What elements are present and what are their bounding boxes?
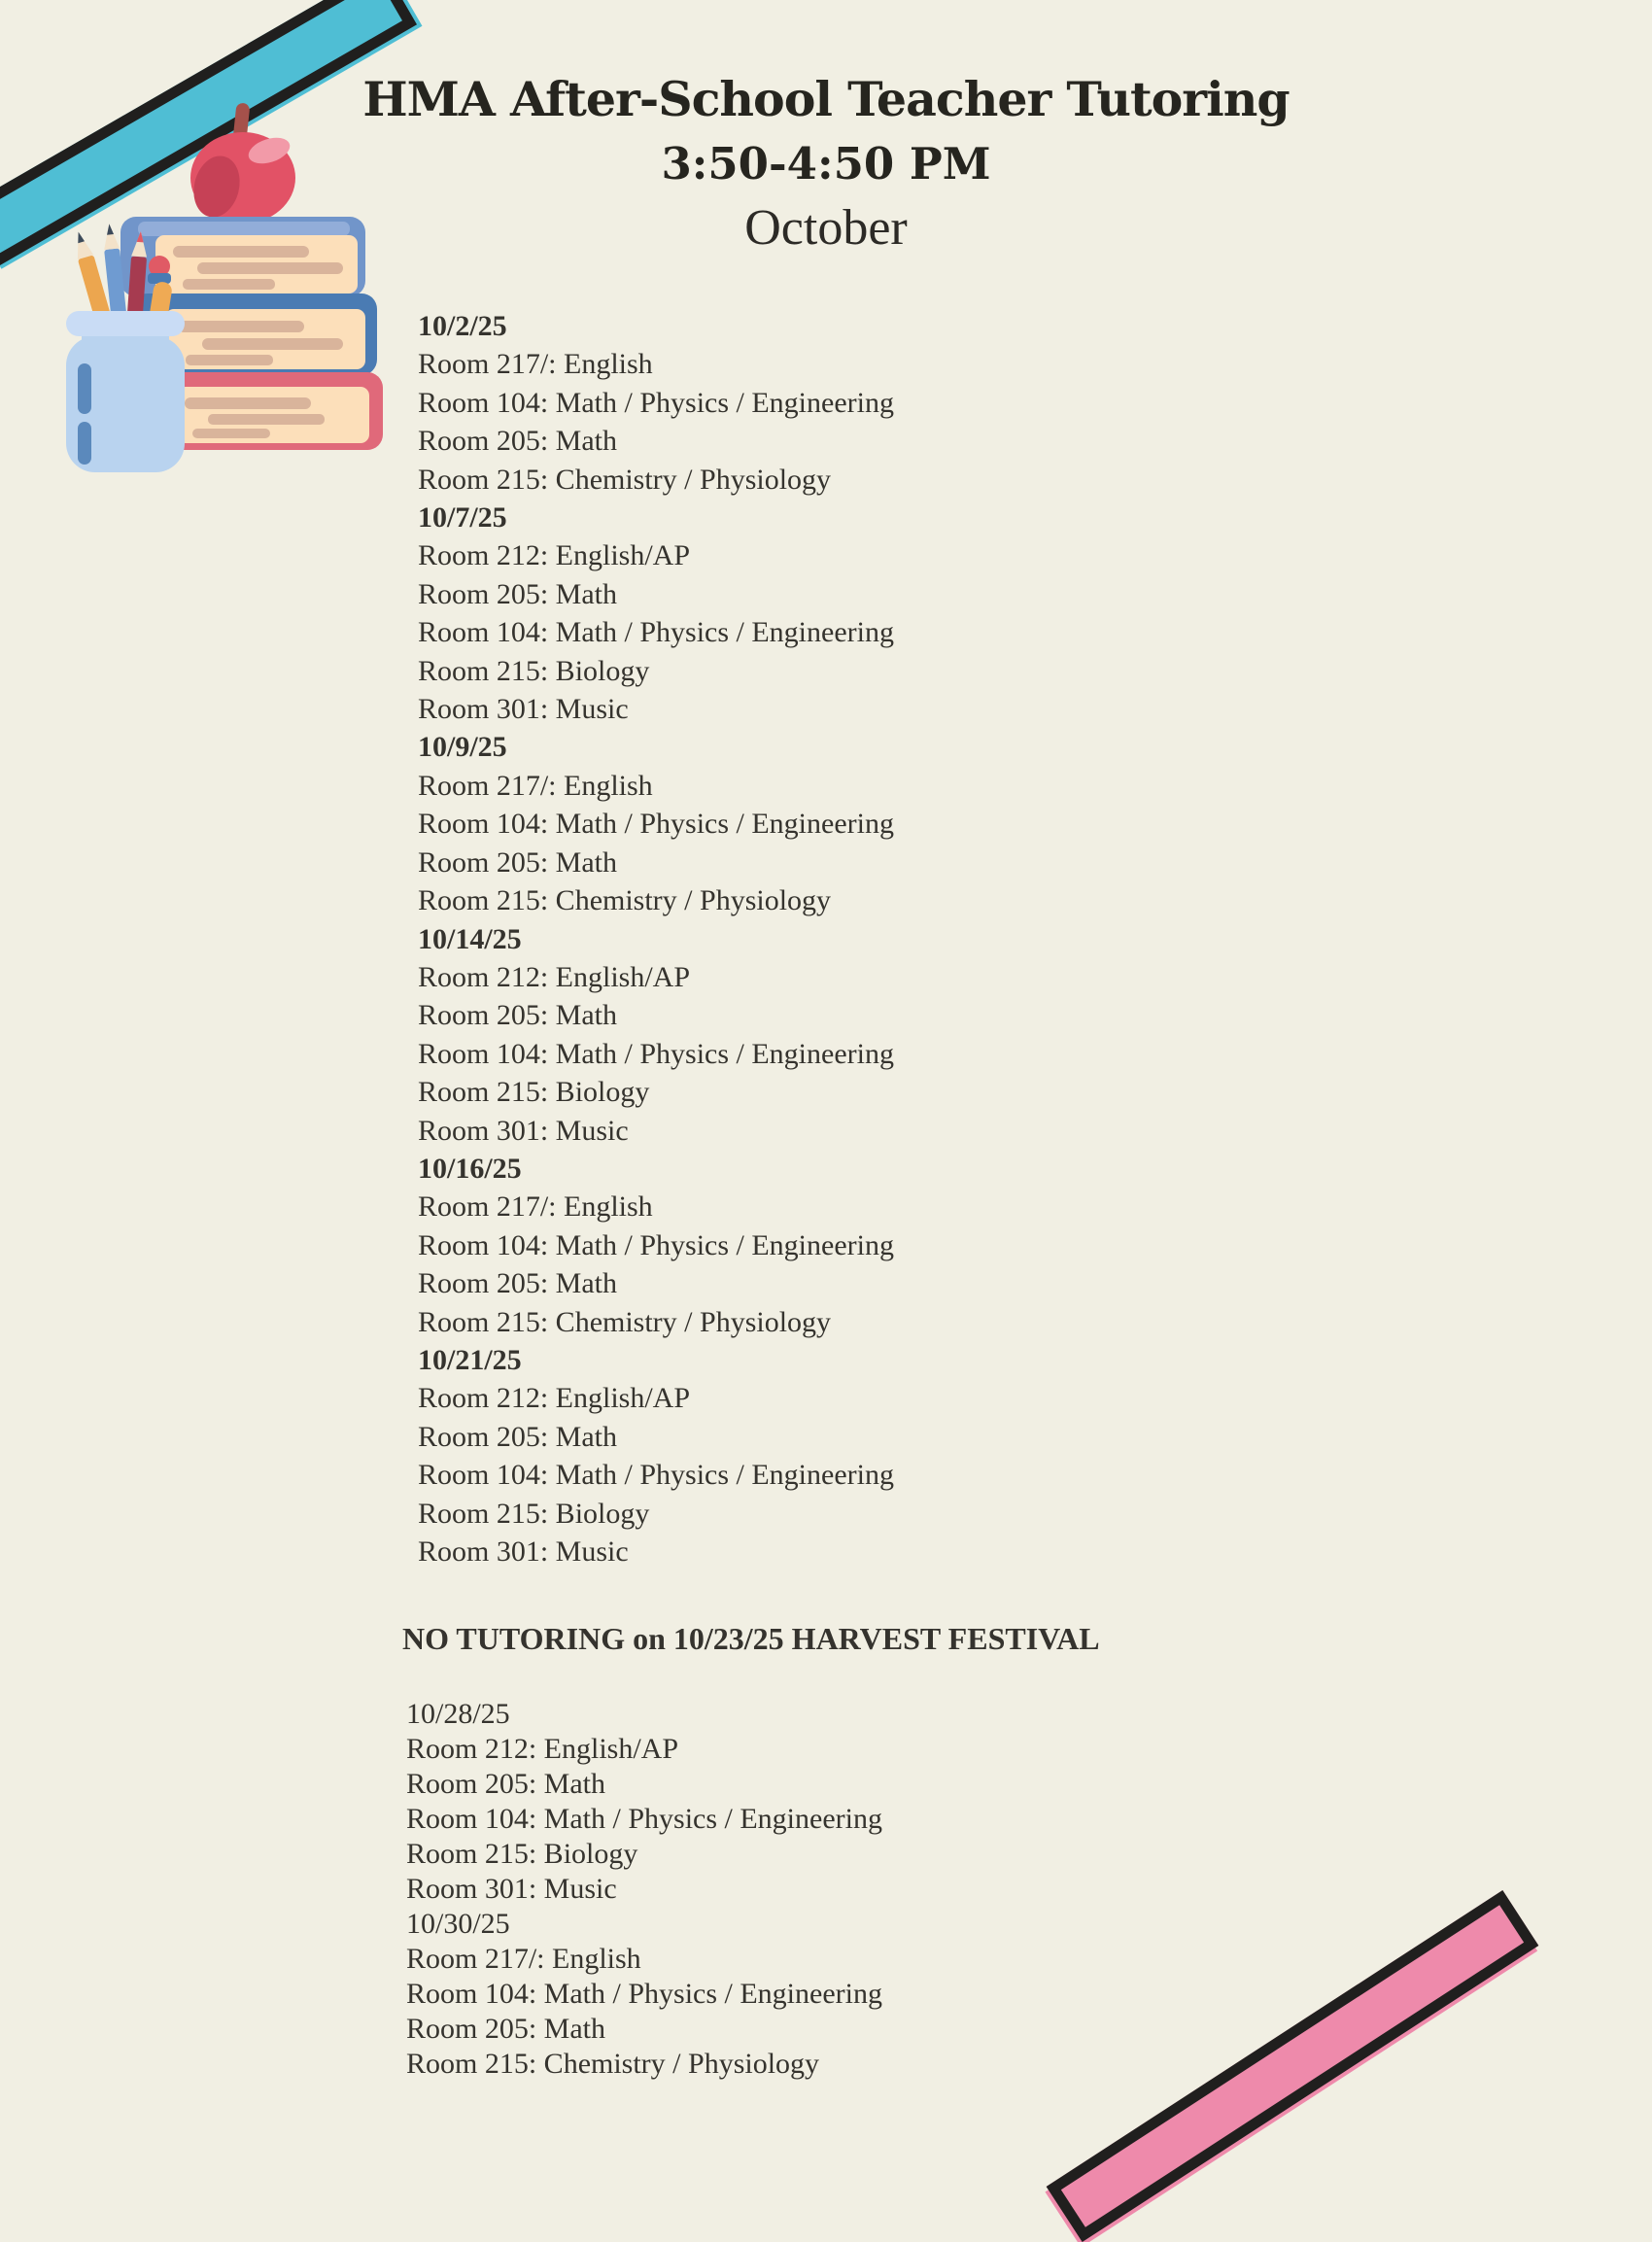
room-line: Room 215: Chemistry / Physiology (418, 1305, 832, 1338)
schedule-section (418, 728, 1370, 919)
room-line: Room 205: Math (418, 999, 618, 1032)
room-line: Room 301: Music (418, 1114, 629, 1147)
room-line: Room 205: Math (406, 1768, 606, 1801)
room-line: Room 104: Math / Physics / Engineering (418, 808, 894, 841)
room-line: Room 215: Biology (418, 654, 650, 687)
room-line: Room 215: Biology (406, 1838, 638, 1871)
room-line: Room 205: Math (418, 425, 618, 458)
room-line: Room 205: Math (418, 845, 618, 879)
no-tutoring-notice: NO TUTORING on 10/23/25 HARVEST FESTIVAL (402, 1621, 1100, 1657)
schedule-section (418, 307, 1370, 499)
room-line: Room 215: Chemistry / Physiology (418, 884, 832, 917)
room-line: Room 104: Math / Physics / Engineering (418, 616, 894, 649)
room-line: Room 217/: English (418, 769, 653, 802)
room-line: Room 104: Math / Physics / Engineering (406, 1803, 882, 1836)
pencil-jar-icon (66, 311, 185, 472)
room-list (418, 536, 1370, 728)
schedule-section (406, 1907, 1370, 2082)
room-list (406, 1732, 1370, 1907)
room-line: Room 212: English/AP (406, 1733, 679, 1766)
month-label: October (744, 200, 908, 256)
room-list (418, 1379, 1370, 1570)
room-line: Room 104: Math / Physics / Engineering (418, 386, 894, 419)
room-line: Room 205: Math (418, 1420, 618, 1453)
schedule-bottom-block (406, 1697, 1370, 2082)
schedule-top-block (418, 307, 1370, 1570)
room-line: Room 301: Music (418, 1535, 629, 1568)
schedule-date: 10/7/25 (418, 501, 507, 535)
schedule-date: 10/28/25 (406, 1698, 510, 1731)
schedule-date: 10/16/25 (418, 1152, 522, 1185)
schedule-date: 10/14/25 (418, 922, 522, 955)
schedule-section (418, 1150, 1370, 1341)
room-line: Room 215: Biology (418, 1497, 650, 1530)
schedule-date: 10/30/25 (406, 1908, 510, 1941)
schedule-section (418, 920, 1370, 1150)
schedule (402, 307, 1370, 2082)
session-time: 3:50-4:50 PM (661, 138, 991, 190)
room-line: Room 212: English/AP (418, 1382, 691, 1415)
schedule-section (418, 1341, 1370, 1570)
room-line: Room 301: Music (406, 1873, 617, 1906)
schedule-date: 10/9/25 (418, 731, 507, 764)
schedule-date: 10/21/25 (418, 1343, 522, 1376)
schedule-section (406, 1697, 1370, 1907)
room-list (418, 1188, 1370, 1341)
room-list (418, 345, 1370, 499)
schedule-date: 10/2/25 (418, 310, 507, 342)
room-line: Room 212: English/AP (418, 960, 691, 993)
room-line: Room 217/: English (418, 1190, 653, 1224)
room-line: Room 212: English/AP (418, 539, 691, 572)
room-line: Room 205: Math (418, 577, 618, 610)
room-line: Room 104: Math / Physics / Engineering (418, 1459, 894, 1492)
room-line: Room 205: Math (406, 2013, 606, 2046)
room-list (418, 958, 1370, 1150)
room-line: Room 301: Music (418, 693, 629, 726)
schedule-section (418, 499, 1370, 728)
room-line: Room 215: Biology (418, 1076, 650, 1109)
room-list (406, 1942, 1370, 2082)
flyer-header (0, 70, 1652, 257)
room-line: Room 104: Math / Physics / Engineering (418, 1037, 894, 1070)
room-line: Room 215: Chemistry / Physiology (406, 2048, 820, 2081)
room-line: Room 205: Math (418, 1267, 618, 1300)
room-line: Room 104: Math / Physics / Engineering (418, 1228, 894, 1261)
room-line: Room 217/: English (406, 1943, 641, 1976)
room-line: Room 104: Math / Physics / Engineering (406, 1978, 882, 2011)
room-list (418, 767, 1370, 920)
page-title: HMA After-School Teacher Tutoring (362, 71, 1290, 127)
room-line: Room 215: Chemistry / Physiology (418, 463, 832, 496)
room-line: Room 217/: English (418, 348, 653, 381)
